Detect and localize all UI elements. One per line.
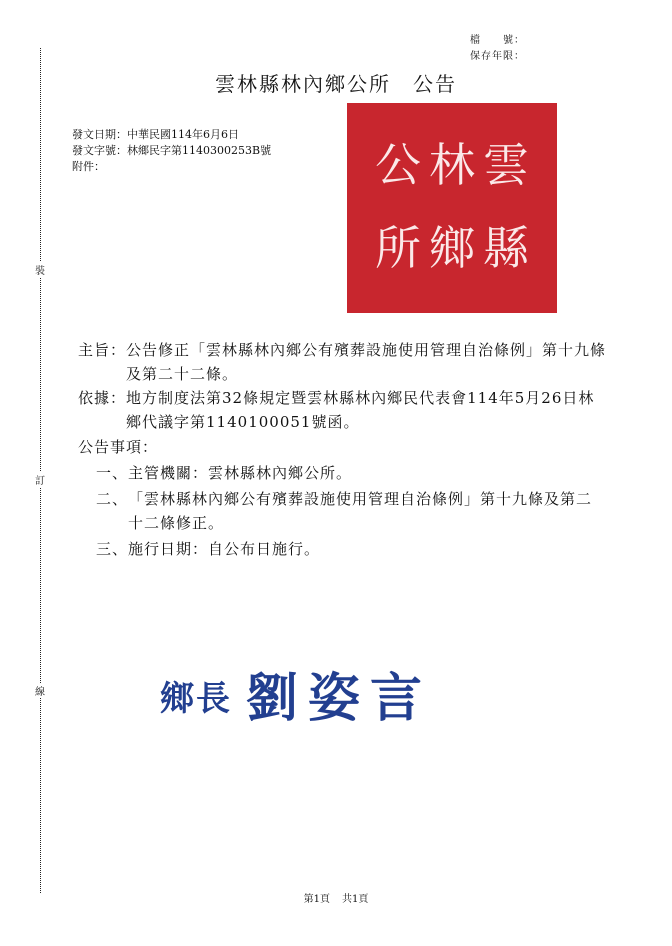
page-number: 第1頁 bbox=[303, 894, 330, 905]
document-number: 發文字號：林鄉民字第1140300253B號 bbox=[72, 144, 272, 157]
item-number: 三、 bbox=[96, 540, 129, 558]
official-seal bbox=[347, 103, 557, 313]
basis-label: 依據： bbox=[78, 389, 127, 407]
list-item bbox=[96, 461, 606, 485]
seal-char: 林 bbox=[429, 138, 475, 192]
page-total: 共1頁 bbox=[342, 894, 369, 905]
archive-number-label: 檔 號： bbox=[470, 35, 525, 46]
seal-characters bbox=[371, 125, 533, 291]
binding-label-top: 裝 bbox=[33, 262, 47, 277]
page-footer bbox=[0, 890, 672, 905]
issue-date: 發文日期：中華民國114年6月6日 bbox=[72, 128, 239, 141]
binding-line bbox=[40, 48, 41, 893]
signature-name: 劉姿言 bbox=[246, 669, 433, 729]
seal-char: 縣 bbox=[483, 221, 529, 275]
subject-paragraph bbox=[78, 338, 608, 386]
item-number: 二、 bbox=[96, 490, 129, 508]
attachment-label: 附件： bbox=[72, 160, 105, 173]
item-text: 施行日期：自公布日施行。 bbox=[128, 540, 321, 558]
signature-block bbox=[160, 656, 432, 731]
binding-label-middle: 訂 bbox=[33, 472, 47, 487]
seal-char: 鄉 bbox=[429, 221, 475, 275]
binding-label-bottom: 線 bbox=[33, 683, 47, 698]
basis-text: 地方制度法第32條規定暨雲林縣林內鄉民代表會114年5月26日林鄉代議字第1140100051號函。 bbox=[126, 389, 595, 431]
item-number: 一、 bbox=[96, 464, 129, 482]
subject-label: 主旨： bbox=[78, 341, 127, 359]
item-text: 主管機關：雲林縣林內鄉公所。 bbox=[128, 464, 353, 482]
seal-char: 公 bbox=[375, 138, 421, 192]
list-item bbox=[96, 487, 606, 535]
page-title: 雲林縣林內鄉公所 公告 bbox=[215, 72, 457, 96]
items-title: 公告事項： bbox=[78, 438, 159, 456]
basis-paragraph bbox=[78, 386, 608, 434]
list-item bbox=[96, 537, 606, 561]
retention-period-label: 保存年限： bbox=[470, 51, 525, 62]
seal-char: 所 bbox=[375, 221, 421, 275]
signature-title: 鄉長 bbox=[160, 679, 232, 719]
seal-char: 雲 bbox=[483, 138, 529, 192]
subject-text: 公告修正「雲林縣林內鄉公有殯葬設施使用管理自治條例」第十九條及第二十二條。 bbox=[126, 341, 607, 383]
item-text: 「雲林縣林內鄉公有殯葬設施使用管理自治條例」第十九條及第二十二條修正。 bbox=[128, 490, 593, 532]
